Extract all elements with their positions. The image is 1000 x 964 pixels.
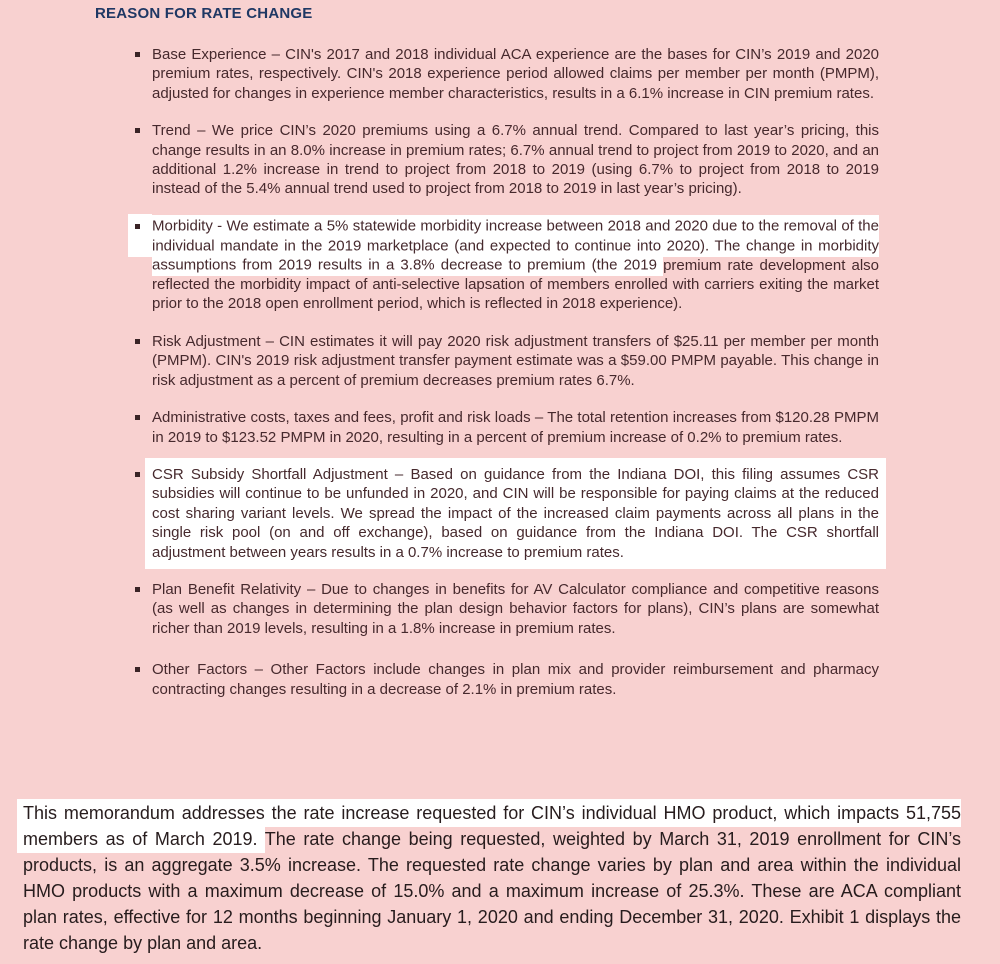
bullet-marker <box>135 472 140 477</box>
highlight-notch <box>128 214 152 257</box>
bullet-text: Administrative costs, taxes and fees, profit and risk loads – The total retention increases from $120.28 PMPM in 2019 to $123.52 PMPM in 2020, resulting in a percent of premium increase of 0.2% to premium rates. <box>152 409 879 446</box>
bullet-text: Base Experience – CIN's 2017 and 2018 individual ACA experience are the bases for CIN’s 2019 and 2020 premium rates, respectively. CIN's 2018 experience period allowed claims per member per month (PMPM), adjusted for changes in experience member characteristics, results in a 6.1% increase in CIN premium rates. <box>152 46 879 102</box>
highlighted-text: CSR Subsidy Shortfall Adjustment – Based on guidance from the Indiana DOI, this filing assumes CSR subsidies will continue to be unfunded in 2020, and CIN will be responsible for paying claims at the reduced cost sharing variant levels. We spread the impact of the increased claim payments across all plans in the single risk pool (on and off exchange), based on guidance from the Indiana DOI. The CSR shortfall adjustment between years results in a 0.7% increase to premium rates. <box>152 465 879 561</box>
bullet-marker <box>135 667 140 672</box>
bullet-item-plan-benefit-relativity <box>152 580 879 638</box>
bullet-item-risk-adjustment <box>152 332 879 390</box>
bullet-item-trend <box>152 121 879 199</box>
bullet-text: Trend – We price CIN’s 2020 premiums using a 6.7% annual trend. Compared to last year’s pricing, this change results in an 8.0% increase in premium rates; 6.7% annual trend to project from 2019 to 2020, and an additional 1.2% increase in trend to project from 2018 to 2019 (using 6.7% to project from 2018 to 2019 instead of the 5.4% annual trend used to project from 2018 to 2019 in last year’s pricing). <box>152 122 879 198</box>
bullet-item-csr-subsidy-shortfall <box>152 465 879 562</box>
bullet-text: Other Factors – Other Factors include changes in plan mix and provider reimbursement and pharmacy contracting changes resulting in a decrease of 2.1% in premium rates. <box>152 661 879 698</box>
bullet-item-morbidity <box>152 217 879 314</box>
bullet-marker <box>135 52 140 57</box>
bullet-text: Risk Adjustment – CIN estimates it will pay 2020 risk adjustment transfers of $25.11 per member per month (PMPM). CIN's 2019 risk adjustment transfer payment estimate was a $59.00 PMPM payable. This change in risk adjustment as a percent of premium decreases premium rates 6.7%. <box>152 332 879 389</box>
bullet-text: Plan Benefit Relativity – Due to changes in benefits for AV Calculator compliance and competitive reasons (as well as changes in determining the plan design behavior factors for plans), CIN’s plans are somewhat richer than 2019 levels, resulting in a 1.8% increase in premium rates. <box>152 580 879 637</box>
bullet-list <box>152 45 879 717</box>
closing-paragraph <box>23 800 961 956</box>
bullet-marker <box>135 339 140 344</box>
bullet-marker <box>135 587 140 592</box>
bullet-text: premium rate development also reflected the morbidity impact of anti-selective lapsation of members enrolled with carriers exiting the market prior to the 2018 open enrollment period, which is reflected in 2018 experience). <box>152 256 879 313</box>
highlighted-text: Morbidity - We estimate a 5% statewide morbidity increase between 2018 and 2020 due to the removal of the individual mandate in the 2019 marketplace (and expected to continue into 2020). The change in morbidity assumptions from 2019 results in a 3.8% decrease to premium (the 2019 <box>152 215 879 276</box>
bullet-marker <box>135 415 140 420</box>
paragraph-text: The rate change being requested, weighted by March 31, 2019 enrollment for CIN’s products, is an aggregate 3.5% increase. The requested rate change varies by plan and area within the individual HMO products with a maximum decrease of 15.0% and a maximum increase of 25.3%. These are ACA compliant plan rates, effective for 12 months beginning January 1, 2020 and ending December 31, 2020. Exhibit 1 displays the rate change by plan and area. <box>23 829 961 953</box>
bullet-item-administrative-costs <box>152 408 879 447</box>
bullet-item-other-factors <box>152 660 879 699</box>
highlighted-text: This memorandum addresses the rate increase requested for CIN’s individual HMO product, which impacts 51,755 members as of March 2019. <box>17 799 961 853</box>
section-heading: REASON FOR RATE CHANGE <box>95 5 313 22</box>
bullet-marker <box>135 128 140 133</box>
bullet-marker <box>135 224 140 229</box>
bullet-item-base-experience <box>152 45 879 103</box>
